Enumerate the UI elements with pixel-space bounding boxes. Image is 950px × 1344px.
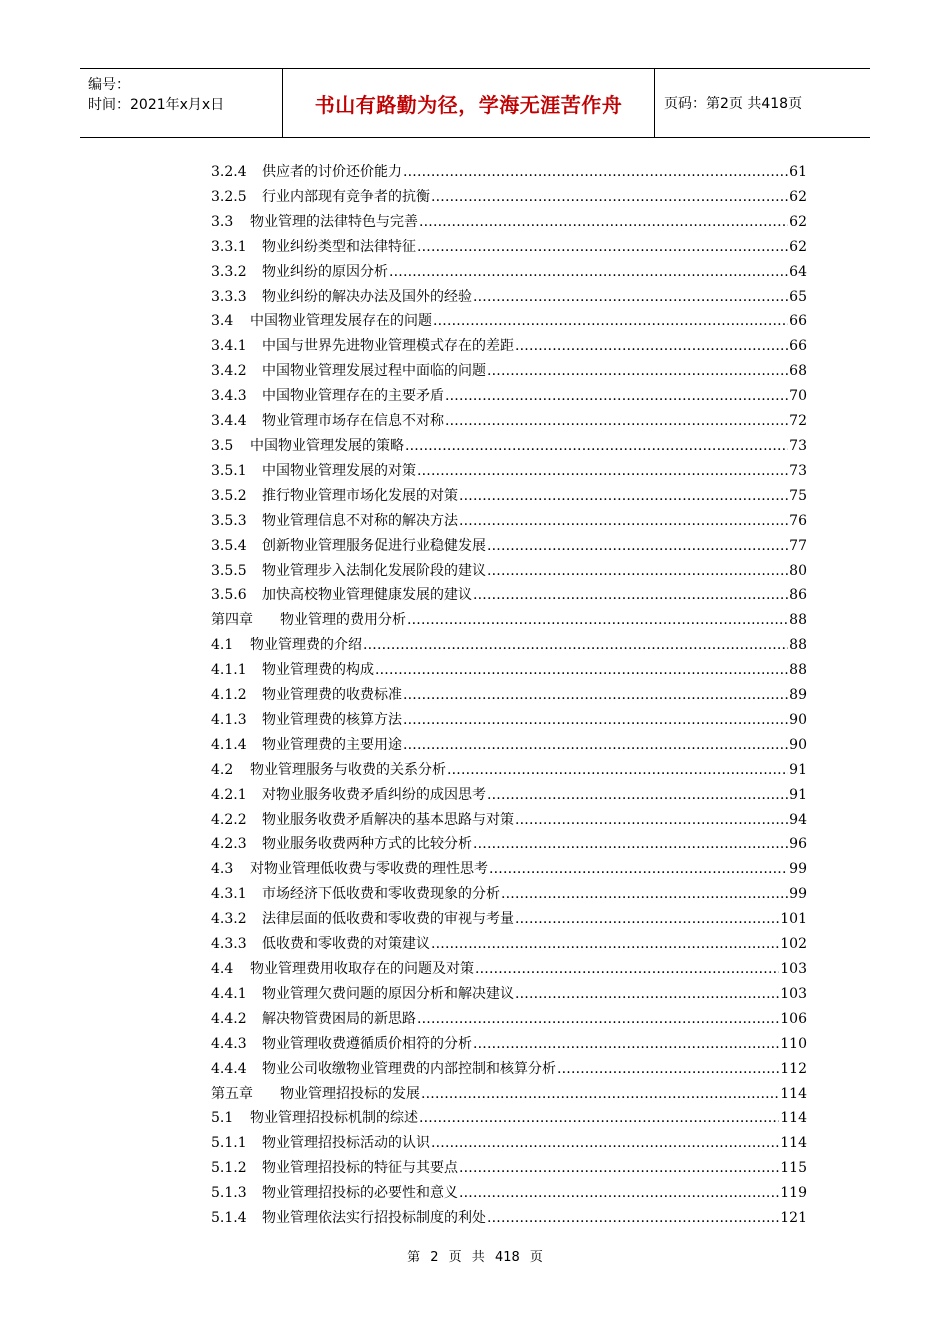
toc-entry[interactable] [211,359,807,384]
toc-entry-number: 3.4.2 [211,363,247,380]
page-footer [0,1246,950,1265]
toc-entry-page: 65 [789,288,807,305]
toc-dot-leader [473,832,788,857]
toc-entry-number: 3.5.5 [211,562,247,579]
toc-entry-number: 3.3.2 [211,263,247,280]
toc-entry-title: 物业管理收费遵循质价相符的分析 [262,1035,472,1052]
toc-entry-title: 物业管理步入法制化发展阶段的建议 [262,562,486,579]
toc-entry[interactable] [211,534,807,559]
toc-entry-page: 119 [780,1185,807,1202]
toc-entry-page: 94 [789,811,807,828]
toc-entry-page: 66 [789,313,807,330]
toc-dot-leader [421,1082,779,1107]
table-of-contents [211,160,807,1231]
toc-entry[interactable] [211,235,807,260]
toc-entry-title: 物业管理招投标机制的综述 [250,1110,418,1127]
toc-entry-title: 市场经济下低收费和零收费现象的分析 [262,886,500,903]
document-id-label: 编号： [88,77,130,93]
toc-dot-leader [433,309,788,334]
toc-dot-leader [447,758,788,783]
toc-entry-title: 法律层面的低收费和零收费的审视与考量 [262,911,514,928]
toc-entry[interactable] [211,260,807,285]
toc-entry-title: 物业管理招投标的特征与其要点 [262,1160,458,1177]
toc-entry-number: 4.1.4 [211,736,247,753]
toc-entry-number: 3.3.1 [211,238,247,255]
toc-entry[interactable] [211,808,807,833]
toc-entry-number: 3.4.1 [211,338,247,355]
toc-entry-number: 第五章 [211,1085,253,1102]
toc-entry-number: 3.5.1 [211,462,247,479]
toc-entry-title: 物业管理服务与收费的关系分析 [250,761,446,778]
toc-dot-leader [473,1032,779,1057]
toc-entry[interactable] [211,708,807,733]
toc-entry[interactable] [211,1156,807,1181]
toc-entry-number: 4.1.2 [211,687,247,704]
toc-entry-title: 物业管理费的收费标准 [262,687,402,704]
toc-entry-number: 第四章 [211,612,253,629]
toc-entry-page: 103 [780,985,807,1002]
toc-entry[interactable] [211,459,807,484]
toc-entry[interactable] [211,583,807,608]
toc-entry[interactable] [211,957,807,982]
toc-entry-title: 物业管理的法律特色与完善 [250,213,418,230]
toc-entry-title: 低收费和零收费的对策建议 [262,936,430,953]
toc-entry-number: 3.5.3 [211,512,247,529]
header-meta [88,75,278,115]
header-page-number: 页码：第2页 共418页 [664,96,803,112]
toc-entry-title: 解决物管费困局的新思路 [262,1010,416,1027]
toc-entry-page: 88 [789,612,807,629]
footer-prefix: 第 [407,1250,421,1265]
toc-entry-page: 121 [780,1210,807,1227]
toc-entry[interactable] [211,932,807,957]
toc-entry[interactable] [211,1032,807,1057]
toc-entry-page: 70 [789,388,807,405]
toc-entry[interactable] [211,1057,807,1082]
toc-entry-title: 物业纠纷类型和法律特征 [262,238,416,255]
toc-dot-leader [431,932,779,957]
toc-entry[interactable] [211,559,807,584]
footer-mid2: 共 [471,1250,485,1265]
toc-entry[interactable] [211,608,807,633]
toc-entry-title: 物业管理费的核算方法 [262,711,402,728]
toc-entry-title: 物业纠纷的原因分析 [262,263,388,280]
toc-entry-page: 91 [789,786,807,803]
toc-entry[interactable] [211,1181,807,1206]
toc-entry-title: 创新物业管理服务促进行业稳健发展 [262,537,486,554]
toc-entry-page: 115 [780,1160,807,1177]
header-divider [654,69,655,137]
toc-dot-leader [557,1057,779,1082]
toc-entry-number: 4.1 [211,637,234,654]
toc-entry-title: 加快高校物业管理健康发展的建议 [262,587,472,604]
toc-entry[interactable] [211,1131,807,1156]
footer-page: 2 [430,1250,439,1265]
toc-entry-title: 中国物业管理发展的策略 [250,437,404,454]
toc-entry-title: 推行物业管理市场化发展的对策 [262,487,458,504]
toc-entry[interactable] [211,857,807,882]
toc-dot-leader [473,285,788,310]
toc-entry-title: 中国物业管理发展过程中面临的问题 [262,363,486,380]
toc-entry[interactable] [211,733,807,758]
toc-dot-leader [417,235,788,260]
toc-entry[interactable] [211,185,807,210]
footer-total: 418 [494,1250,520,1265]
toc-entry-page: 96 [789,836,807,853]
toc-entry-title: 物业管理信息不对称的解决方法 [262,512,458,529]
toc-dot-leader [419,210,788,235]
toc-entry-number: 4.4.2 [211,1010,247,1027]
toc-entry-number: 3.5.2 [211,487,247,504]
toc-entry-page: 102 [780,936,807,953]
toc-dot-leader [515,982,779,1007]
toc-dot-leader [487,1206,779,1231]
toc-entry-number: 4.4 [211,961,234,977]
toc-entry-page: 89 [789,687,807,704]
toc-dot-leader [489,857,788,882]
toc-entry-page: 110 [780,1035,807,1052]
toc-entry[interactable] [211,334,807,359]
toc-dot-leader [459,1156,779,1181]
toc-dot-leader [403,683,788,708]
toc-entry-page: 103 [780,961,807,977]
toc-dot-leader [487,534,788,559]
toc-entry-number: 3.4 [211,313,234,330]
toc-entry-number: 4.1.1 [211,662,247,679]
toc-entry-title: 物业管理的费用分析 [280,612,406,629]
toc-entry-title: 物业管理招投标的必要性和意义 [262,1185,458,1202]
toc-dot-leader [431,1131,779,1156]
toc-entry-page: 62 [789,238,807,255]
toc-entry[interactable] [211,882,807,907]
toc-entry-page: 66 [789,338,807,355]
toc-entry-title: 供应者的讨价还价能力 [262,164,402,180]
toc-entry-number: 5.1.4 [211,1210,247,1227]
toc-dot-leader [473,583,788,608]
toc-entry-title: 物业管理费的主要用途 [262,736,402,753]
toc-entry-title: 物业纠纷的解决办法及国外的经验 [262,288,472,305]
toc-dot-leader [515,907,779,932]
toc-entry[interactable] [211,783,807,808]
toc-entry-page: 90 [789,711,807,728]
toc-entry-title: 物业管理费用收取存在的问题及对策 [250,961,474,977]
toc-entry-number: 3.4.4 [211,413,247,430]
toc-entry-number: 3.2.4 [211,164,247,180]
toc-entry[interactable] [211,658,807,683]
toc-entry[interactable] [211,982,807,1007]
toc-dot-leader [417,459,788,484]
toc-dot-leader [363,633,788,658]
toc-entry[interactable] [211,1106,807,1131]
toc-entry-number: 5.1 [211,1110,234,1127]
toc-dot-leader [515,334,788,359]
toc-dot-leader [445,409,788,434]
toc-entry-page: 64 [789,263,807,280]
toc-entry-title: 对物业管理低收费与零收费的理性思考 [250,861,488,878]
toc-entry-page: 114 [780,1085,807,1102]
toc-entry-title: 物业管理欠费问题的原因分析和解决建议 [262,985,514,1002]
toc-entry-number: 5.1.3 [211,1185,247,1202]
toc-entry-page: 73 [789,462,807,479]
toc-dot-leader [403,733,788,758]
toc-entry[interactable] [211,285,807,310]
toc-dot-leader [459,484,788,509]
toc-entry[interactable] [211,1082,807,1107]
toc-entry-page: 73 [789,437,807,454]
toc-dot-leader [459,509,788,534]
toc-entry-page: 62 [789,213,807,230]
toc-entry-title: 中国物业管理发展存在的问题 [250,313,432,330]
toc-entry-title: 物业管理招投标活动的认识 [262,1135,430,1152]
toc-entry-title: 中国物业管理存在的主要矛盾 [262,388,444,405]
toc-entry-page: 77 [789,537,807,554]
toc-entry-number: 4.4.3 [211,1035,247,1052]
toc-dot-leader [417,1007,779,1032]
toc-entry-title: 中国物业管理发展的对策 [262,462,416,479]
toc-entry-number: 5.1.1 [211,1135,247,1152]
toc-entry-number: 4.4.4 [211,1060,247,1077]
toc-entry-page: 80 [789,562,807,579]
toc-entry-number: 3.4.3 [211,388,247,405]
toc-entry-page: 114 [780,1110,807,1127]
toc-entry-page: 88 [789,637,807,654]
toc-entry-title: 中国与世界先进物业管理模式存在的差距 [262,338,514,355]
toc-dot-leader [487,783,788,808]
toc-dot-leader [501,882,788,907]
header-motto: 书山有路勤为径，学海无涯苦作舟 [314,92,623,117]
toc-entry-page: 72 [789,413,807,430]
toc-entry[interactable] [211,160,807,185]
toc-dot-leader [419,1106,779,1131]
toc-entry-number: 3.2.5 [211,188,247,205]
page-header [80,68,870,138]
toc-dot-leader [515,808,788,833]
toc-entry[interactable] [211,832,807,857]
toc-entry[interactable] [211,409,807,434]
toc-entry-page: 61 [789,164,807,180]
toc-entry-number: 3.5.4 [211,537,247,554]
toc-dot-leader [475,957,779,982]
toc-entry-title: 物业服务收费矛盾解决的基本思路与对策 [262,811,514,828]
toc-entry-number: 4.4.1 [211,985,247,1002]
toc-entry[interactable] [211,1206,807,1231]
toc-entry-page: 88 [789,662,807,679]
toc-dot-leader [403,708,788,733]
toc-entry-number: 3.5.6 [211,587,247,604]
toc-entry[interactable] [211,1007,807,1032]
toc-entry-title: 物业公司收缴物业管理费的内部控制和核算分析 [262,1060,556,1077]
toc-entry-page: 112 [780,1060,807,1077]
toc-entry-title: 物业管理招投标的发展 [280,1085,420,1102]
toc-entry[interactable] [211,309,807,334]
toc-entry[interactable] [211,907,807,932]
toc-dot-leader [405,434,788,459]
toc-entry-title: 物业管理费的介绍 [250,637,362,654]
toc-dot-leader [407,608,788,633]
toc-entry-number: 4.1.3 [211,711,247,728]
toc-entry[interactable] [211,758,807,783]
toc-entry-page: 75 [789,487,807,504]
toc-entry[interactable] [211,484,807,509]
toc-dot-leader [487,359,788,384]
toc-entry[interactable] [211,384,807,409]
toc-entry-number: 3.3.3 [211,288,247,305]
toc-entry-number: 4.2.2 [211,811,247,828]
toc-entry-number: 3.3 [211,213,234,230]
toc-entry-page: 114 [780,1135,807,1152]
toc-entry-page: 62 [789,188,807,205]
toc-entry[interactable] [211,434,807,459]
toc-entry-page: 99 [789,861,807,878]
footer-suffix: 页 [529,1250,543,1265]
toc-entry-title: 对物业服务收费矛盾纠纷的成因思考 [262,786,486,803]
toc-entry-page: 99 [789,886,807,903]
toc-entry-page: 91 [789,761,807,778]
toc-entry-page: 106 [780,1010,807,1027]
toc-entry-page: 86 [789,587,807,604]
toc-entry-title: 物业管理费的构成 [262,662,374,679]
toc-entry-number: 4.2.3 [211,836,247,853]
toc-dot-leader [487,559,788,584]
toc-dot-leader [459,1181,779,1206]
footer-mid1: 页 [448,1250,462,1265]
toc-dot-leader [375,658,788,683]
toc-entry-page: 76 [789,512,807,529]
toc-dot-leader [431,185,788,210]
toc-entry-page: 68 [789,363,807,380]
toc-entry-number: 4.3 [211,861,234,878]
toc-entry-number: 4.3.1 [211,886,247,903]
toc-entry-number: 3.5 [211,437,234,454]
toc-entry-title: 物业管理市场存在信息不对称 [262,413,444,430]
toc-entry-title: 物业服务收费两种方式的比较分析 [262,836,472,853]
toc-entry-number: 4.3.2 [211,911,247,928]
toc-entry-page: 90 [789,736,807,753]
toc-entry-title: 物业管理依法实行招投标制度的利处 [262,1210,486,1227]
toc-entry[interactable] [211,633,807,658]
toc-entry-number: 5.1.2 [211,1160,247,1177]
toc-entry-title: 行业内部现有竞争者的抗衡 [262,188,430,205]
toc-dot-leader [445,384,788,409]
toc-entry[interactable] [211,509,807,534]
toc-entry[interactable] [211,683,807,708]
toc-entry-page: 101 [780,911,807,928]
toc-entry-number: 4.2 [211,761,234,778]
toc-dot-leader [389,260,788,285]
toc-entry-number: 4.2.1 [211,786,247,803]
toc-entry-number: 4.3.3 [211,936,247,953]
toc-entry[interactable] [211,210,807,235]
document-date-label: 时间：2021年x月x日 [88,97,225,113]
toc-dot-leader [403,160,788,185]
